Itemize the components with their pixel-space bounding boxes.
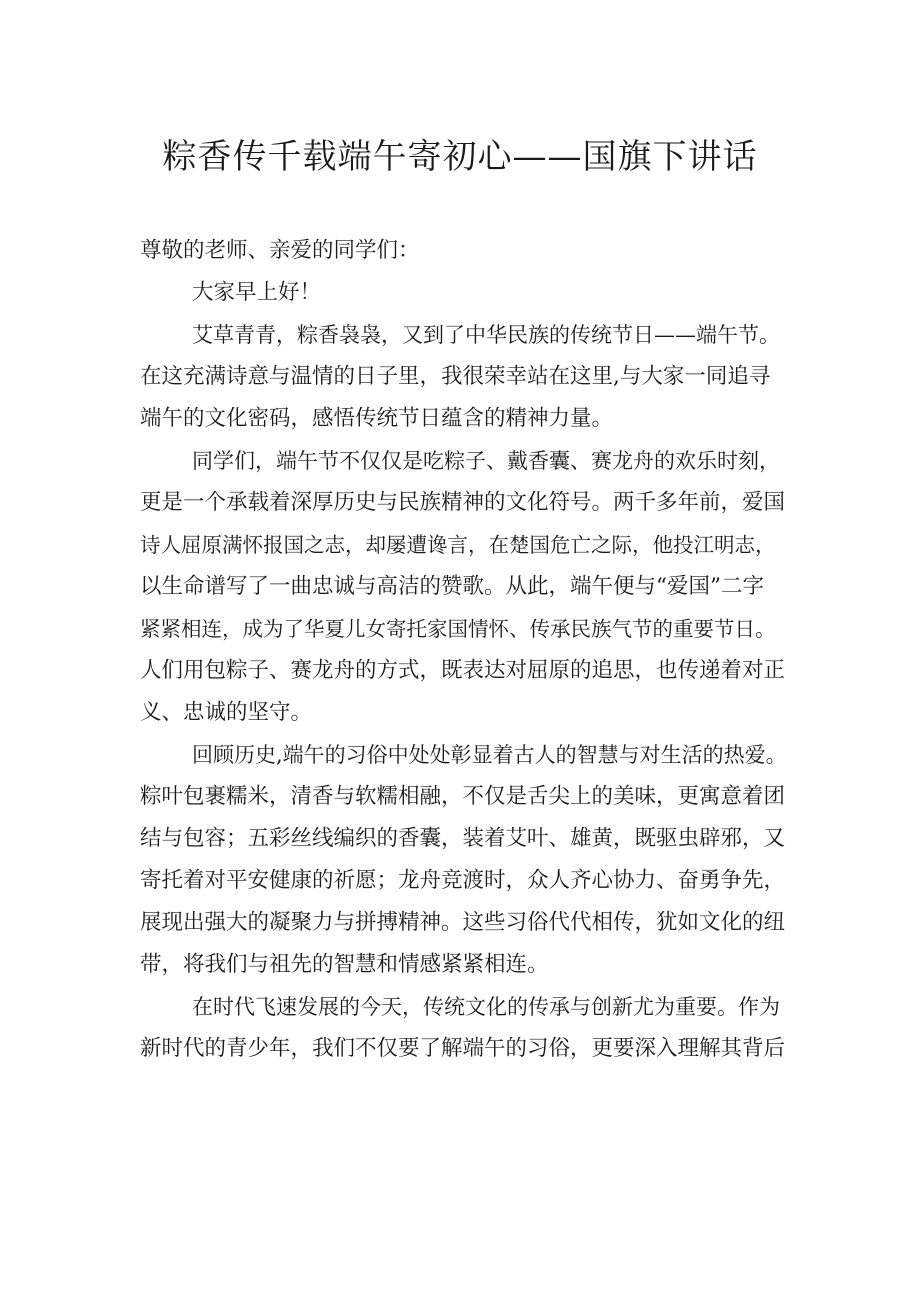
text-line: 在这充满诗意与温情的日子里，我很荣幸站在这里,与大家一同追寻 [140,364,771,389]
text-line: 结与包容；五彩丝线编织的香囊，装着艾叶、雄黄，既驱虫辟邪，又 [140,826,786,851]
page-title: 粽香传千载端午寄初心——国旗下讲话 [162,137,758,177]
text-line: 以生命谱写了一曲忠诚与高洁的赞歌。从此，端午便与“爱国”二字 [140,574,764,599]
text-line: 在时代飞速发展的今天，传统文化的传承与创新尤为重要。作为 [192,995,780,1019]
text-line: 人们用包粽子、赛龙舟的方式，既表达对屈原的追思，也传递着对正 [140,658,786,683]
text-line: 带，将我们与祖先的智慧和情感紧紧相连。 [140,952,549,977]
text-line: 尊敬的老师、亲爱的同学们： [140,238,420,263]
text-line: 诗人屈原满怀报国之志，却屡遭谗言，在楚国危亡之际，他投江明志， [140,533,776,557]
text-line: 同学们，端午节不仅仅是吃粽子、戴香囊、赛龙舟的欢乐时刻， [192,449,780,473]
text-line: 义、忠诚的坚守。 [140,700,313,725]
text-line: 紧紧相连，成为了华夏儿女寄托家国情怀、传承民族气节的重要节日。 [140,617,776,641]
text-line: 展现出强大的凝聚力与拼搏精神。这些习俗代代相传，犹如文化的纽 [140,910,786,935]
text-line: 大家早上好！ [192,280,322,305]
text-line: 寄托着对平安健康的祈愿；龙舟竞渡时，众人齐心协力、奋勇争先， [140,868,786,893]
text-line: 更是一个承载着深厚历史与民族精神的文化符号。两千多年前，爱国 [140,490,786,515]
text-line: 艾草青青，粽香袅袅，又到了中华民族的传统节日——端午节。 [192,323,780,347]
text-line: 粽叶包裹糯米，清香与软糯相融，不仅是舌尖上的美味，更寓意着团 [140,784,786,809]
text-line: 回顾历史,端午的习俗中处处彰显着古人的智慧与对生活的热爱。 [192,743,787,767]
text-line: 端午的文化密码，感悟传统节日蕴含的精神力量。 [140,406,614,431]
text-line: 新时代的青少年，我们不仅要了解端午的习俗，更要深入理解其背后 [140,1036,786,1061]
speech-body [140,230,788,1070]
